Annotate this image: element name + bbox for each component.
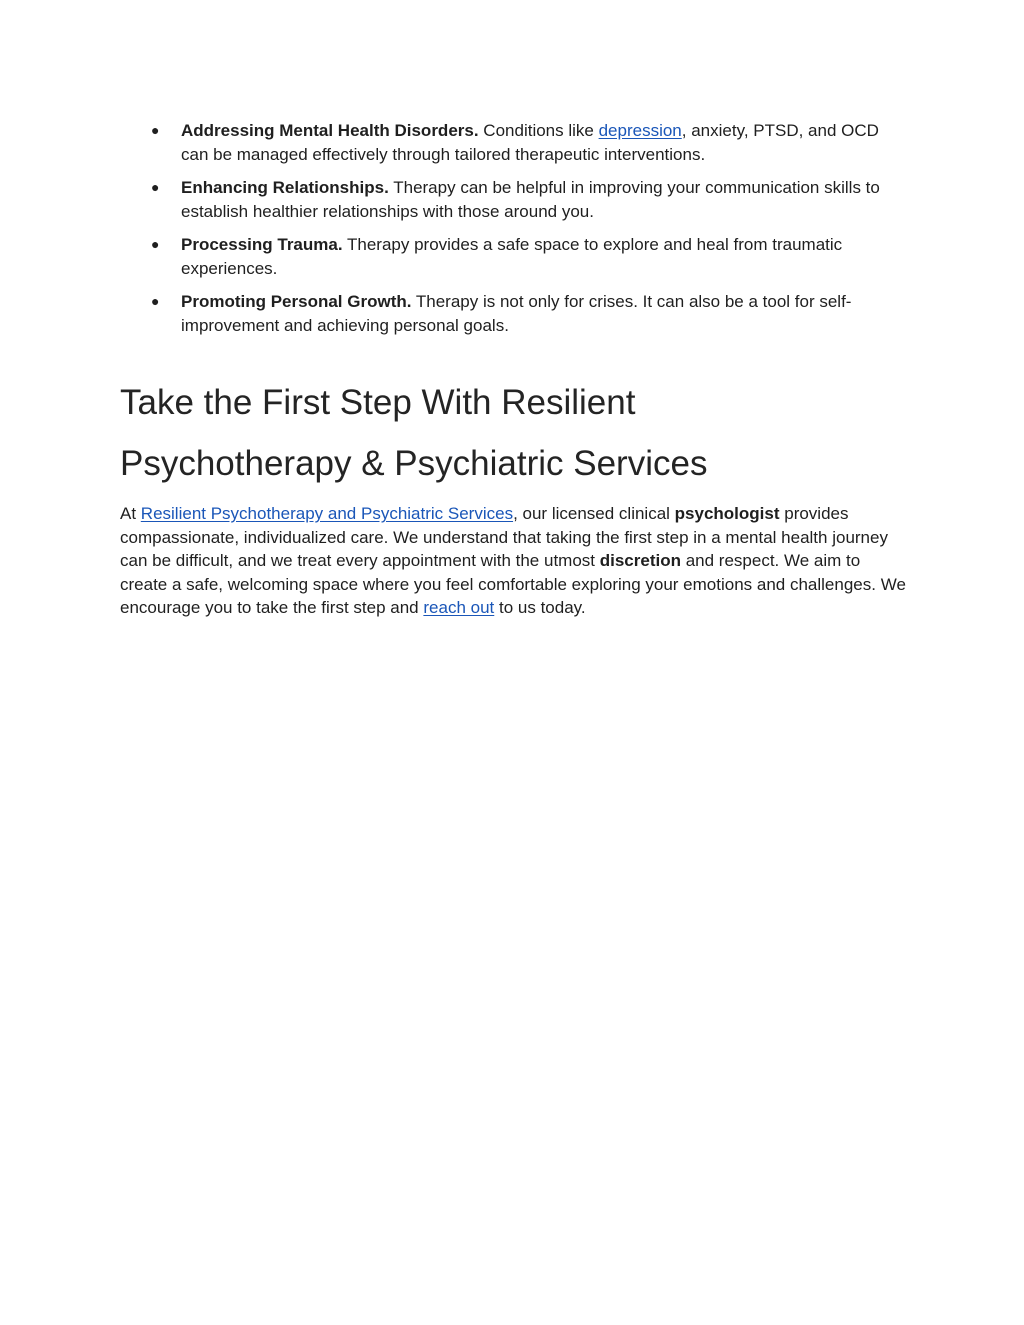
discretion-emphasis: discretion bbox=[599, 551, 681, 570]
reach-out-link[interactable]: reach out bbox=[423, 598, 495, 617]
bullet-icon: ● bbox=[151, 122, 160, 138]
item-title: Promoting Personal Growth. bbox=[181, 292, 412, 311]
list-item bbox=[121, 176, 911, 223]
benefits-list bbox=[121, 119, 911, 347]
paragraph-text: to us today. bbox=[494, 598, 586, 617]
list-item bbox=[121, 290, 911, 337]
item-text: , anxiety, PTSD, and OCD can be managed effectively through tailored therapeutic interventions. bbox=[181, 121, 879, 164]
bullet-icon: ● bbox=[151, 293, 160, 309]
depression-link[interactable]: depression bbox=[598, 121, 682, 140]
paragraph-text: , our licensed clinical bbox=[513, 504, 675, 523]
item-title: Processing Trauma. bbox=[181, 235, 343, 254]
item-text: Therapy provides a safe space to explore and heal from traumatic experiences. bbox=[181, 235, 843, 278]
heading-line-2: Psychotherapy & Psychiatric Services bbox=[120, 444, 708, 483]
paragraph-text: and respect. We aim to create a safe, welcoming space where you feel comfortable exploring your emotions and challenges. We encourage you to take the first step and bbox=[120, 551, 906, 617]
item-title: Enhancing Relationships. bbox=[181, 178, 389, 197]
bullet-icon: ● bbox=[151, 179, 160, 195]
paragraph-text: provides compassionate, individualized care. We understand that taking the first step in a mental health journey can be difficult, and we treat every appointment with the utmost bbox=[120, 504, 888, 570]
intro-paragraph bbox=[120, 502, 910, 620]
heading-line-1: Take the First Step With Resilient bbox=[120, 383, 636, 422]
paragraph-text: At bbox=[120, 504, 141, 523]
item-text: Therapy can be helpful in improving your communication skills to establish healthier relationships with those around you. bbox=[181, 178, 880, 221]
item-text: Conditions like bbox=[478, 121, 599, 140]
list-item bbox=[121, 233, 911, 280]
item-text: Therapy is not only for crises. It can also be a tool for self-improvement and achieving personal goals. bbox=[181, 292, 852, 335]
bullet-icon: ● bbox=[151, 236, 160, 252]
list-item bbox=[121, 119, 911, 166]
item-title: Addressing Mental Health Disorders. bbox=[181, 121, 479, 140]
section-heading bbox=[120, 372, 920, 494]
resilient-services-link[interactable]: Resilient Psychotherapy and Psychiatric Services bbox=[140, 504, 514, 523]
psychologist-emphasis: psychologist bbox=[674, 504, 780, 523]
